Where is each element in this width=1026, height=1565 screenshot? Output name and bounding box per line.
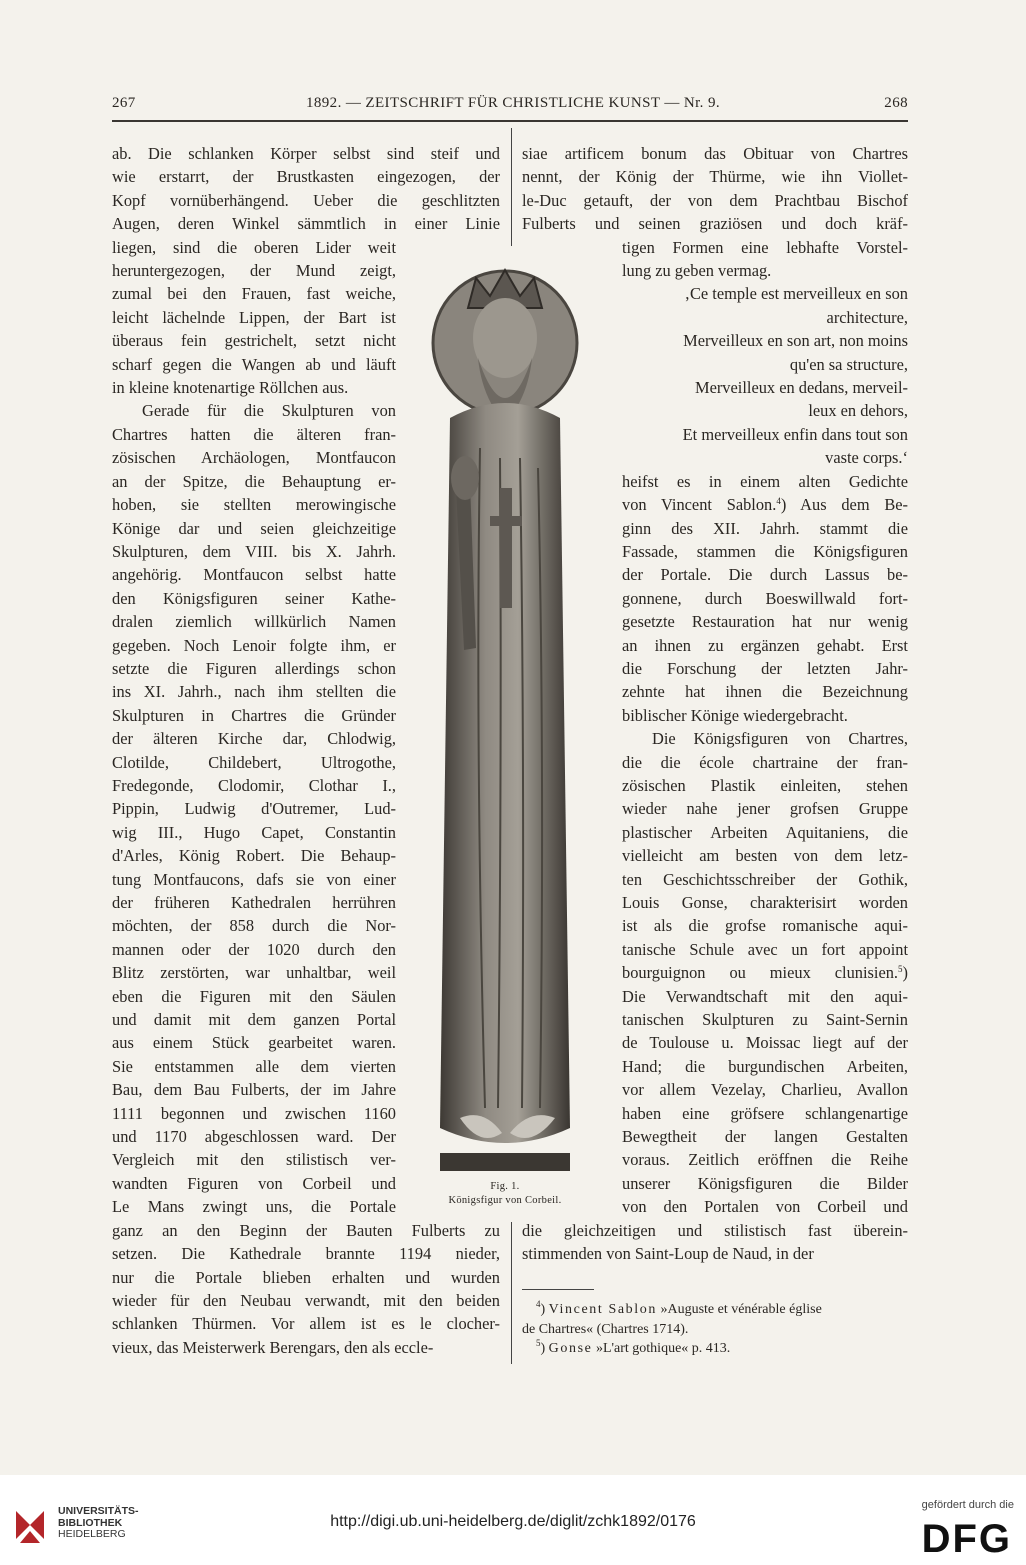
text-line: liegen, sind die oberen Lider weit: [112, 237, 396, 257]
text-line: mannen oder der 1020 durch den: [112, 939, 396, 959]
text-line: die Forschung der letzten Jahr-: [622, 658, 908, 678]
text-line: Bau, dem Bau Fulberts, der im Jahre: [112, 1080, 396, 1100]
text-line: Kopf vornüberhängend. Ueber die geschlitzten: [112, 190, 500, 210]
text-line: zösischen Plastik einleiten, stehen: [622, 775, 908, 795]
text-line: stimmenden von Saint-Loup de Naud, in der: [522, 1244, 814, 1264]
text-line: von Vincent Sablon.$^4$) Aus dem Be-: [622, 495, 908, 515]
text-line: nur die Portale blieben erhalten und wurden: [112, 1267, 500, 1287]
text-line: ist als die grofse romanische aqui-: [622, 916, 908, 936]
text-line: zumal bei den Frauen, fast weiche,: [112, 284, 396, 304]
text-line: unserer Königsfiguren die Bilder: [622, 1173, 908, 1193]
column-divider-lower: [511, 1222, 512, 1364]
poem-line: Merveilleux en dedans, merveil-: [695, 378, 908, 398]
poem-line: vaste corps.‘: [825, 448, 908, 468]
text-line: ganz an den Beginn der Bauten Fulberts zu: [112, 1220, 500, 1240]
text-line: gesetzte Restauration hat nur wenig: [622, 612, 908, 632]
text-line: bourguignon ou mieux clunisien.$^5$): [622, 963, 908, 983]
figure-label: Fig. 1.: [490, 1181, 520, 1192]
figure-statue-image: [410, 248, 600, 1178]
text-line: Clotilde, Childebert, Ultrogothe,: [112, 752, 396, 772]
text-line: hoben, sie stellten merowingische: [112, 495, 396, 515]
text-line: und 1170 abgeschlossen ward. Der: [112, 1127, 396, 1147]
text-line: le-Duc getauft, der von dem Prachtbau Bischof: [522, 190, 908, 210]
text-line: tanische Schule avec un fort appoint: [622, 939, 908, 959]
text-line: de Toulouse u. Moissac liegt auf der: [622, 1033, 908, 1053]
text-line: Gerade für die Skulpturen von: [142, 401, 396, 421]
text-line: Fassade, stammen die Königsfiguren: [622, 541, 908, 561]
footnote-rule: [522, 1289, 594, 1290]
footnotes: [522, 1300, 908, 1359]
text-line: Fulberts und seinen graziösen und doch kräf-: [522, 214, 908, 234]
text-line: Pippin, Ludwig d'Outremer, Lud-: [112, 799, 396, 819]
text-line: aus einem Stück gearbeitet waren.: [112, 1033, 396, 1053]
text-line: Könige dar und seien gleichzeitige: [112, 518, 396, 538]
text-line: eben die Figuren mit den Säulen: [112, 986, 396, 1006]
text-line: und damit mit dem ganzen Portal: [112, 1010, 396, 1030]
text-line: d'Arles, König Robert. Die Behaup-: [112, 846, 396, 866]
footnote-ref: 4: [776, 496, 781, 507]
footnote-4: $^4$) Vincent Sablon »Auguste et vénérable église: [536, 1299, 822, 1317]
text-line: 1111 begonnen und zwischen 1160: [112, 1103, 396, 1123]
text-line: tigen Formen eine lebhafte Vorstel-: [622, 237, 908, 257]
text-line: haben eine gröfsere schlangenartige: [622, 1103, 908, 1123]
text-line: Louis Gonse, charakterisirt worden: [622, 893, 908, 912]
text-line: Hand; die burgundischen Arbeiten,: [622, 1056, 908, 1076]
poem-line: qu'en sa structure,: [789, 354, 908, 374]
text-line: der früheren Kathedralen herrühren: [112, 893, 396, 912]
text-line: den Königsfiguren seiner Kathe-: [112, 588, 396, 608]
page-number-left: 267: [112, 95, 136, 111]
text-line: Blitz zerstörten, war unhaltbar, weil: [112, 963, 396, 983]
text-line: wig III., Hugo Capet, Constantin: [112, 822, 396, 842]
footnote-ref: 5: [898, 964, 903, 975]
text-line: die gleichzeitigen und stilistisch fast überein-: [522, 1220, 908, 1240]
text-line: Chartres hatten die älteren fran-: [112, 424, 396, 444]
text-line: wieder nahe jener grofsen Gruppe: [622, 799, 908, 819]
text-line: angehörig. Montfaucon selbst hatte: [112, 565, 396, 585]
text-line: an ihnen zu ergänzen gehabt. Erst: [622, 635, 908, 655]
text-line: heruntergezogen, der Mund zeigt,: [112, 261, 396, 281]
text-line: Die Verwandtschaft mit den aqui-: [622, 986, 908, 1006]
text-line: in kleine knotenartige Röllchen aus.: [112, 378, 349, 398]
text-line: setzen. Die Kathedrale brannte 1194 nieder,: [112, 1244, 500, 1264]
text-line: Skulpturen, dem VIII. bis X. Jahrh.: [112, 541, 396, 561]
text-line: dralen ziemlich willkürlich Namen: [112, 612, 396, 632]
text-line: tanischen Skulpturen zu Saint-Sernin: [622, 1010, 908, 1030]
text-line: gonnene, durch Boeswillwald fort-: [622, 588, 908, 608]
text-line: leicht lächelnde Lippen, der Bart ist: [112, 307, 396, 327]
text-line: an der Spitze, die Behauptung er-: [112, 471, 396, 491]
text-line: ten Geschichtsschreiber der Gothik,: [622, 869, 908, 889]
text-line: lung zu geben vermag.: [622, 261, 772, 281]
permalink[interactable]: http://digi.ub.uni-heidelberg.de/diglit/zchk1892/0176: [330, 1513, 696, 1530]
text-line: ginn des XII. Jahrh. stammt die: [622, 518, 908, 538]
text-line: biblischer Könige wiedergebracht.: [622, 705, 848, 725]
text-line: zehnte hat ihnen die Bezeichnung: [622, 682, 908, 702]
text-line: zösischen Archäologen, Montfaucon: [112, 448, 396, 468]
text-line: überaus fein gestrichelt, setzt nicht: [112, 331, 396, 351]
text-line: heifst es in einem alten Gedichte: [622, 471, 908, 491]
text-line: schlanken Thürmen. Vor allem ist es le clocher-: [112, 1314, 500, 1334]
footnote-5: $^5$) Gonse »L'art gothique« p. 413.: [536, 1338, 731, 1356]
running-title: 1892. — ZEITSCHRIFT FÜR CHRISTLICHE KUNST — Nr. 9.: [305, 95, 721, 111]
text-line: vielleicht am besten von dem letz-: [622, 846, 908, 866]
text-line: Vergleich mit den stilistisch ver-: [112, 1150, 396, 1170]
text-line: Augen, deren Winkel sämmtlich in einer Linie: [112, 214, 500, 234]
text-line: scharf gegen die Wangen ab und läuft: [112, 354, 396, 374]
text-line: setzte die Figuren allerdings schon: [112, 658, 396, 678]
text-line: von den Portalen von Corbeil und: [622, 1197, 908, 1217]
text-line: gegeben. Noch Lenoir folgte ihm, er: [112, 635, 396, 655]
text-line: die die école chartraine der fran-: [622, 752, 908, 772]
poem-line: ‚Ce temple est merveilleux en son: [684, 284, 908, 304]
text-line: wie erstarrt, der Brustkasten eingezogen, der: [112, 167, 500, 187]
text-line: möchten, der 858 durch die Nor-: [112, 916, 396, 936]
text-line: der älteren Kirche dar, Chlodwig,: [112, 729, 396, 749]
text-line: Die Königsfiguren von Chartres,: [652, 729, 908, 749]
library-name: UNIVERSITÄTS- BIBLIOTHEK HEIDELBERG: [58, 1505, 139, 1540]
text-line: Skulpturen in Chartres die Gründer: [112, 705, 396, 725]
poem-line: Merveilleux en son art, non moins: [683, 331, 908, 351]
figure-caption-text: Königsfigur von Corbeil.: [448, 1195, 562, 1206]
text-line: der Portale. Die durch Lassus be-: [622, 565, 908, 585]
text-line: nennt, der König der Thürme, wie ihn Viollet-: [522, 167, 908, 187]
poem-line: architecture,: [826, 307, 908, 327]
dfg-logo: DFG: [921, 1517, 1012, 1561]
text-line: ins XI. Jahrh., nach ihm stellten die: [112, 682, 396, 702]
poem-line: leux en dehors,: [808, 401, 908, 421]
figure-caption: [405, 1180, 605, 1208]
text-line: Bewegtheit der langen Gestalten: [622, 1127, 908, 1147]
text-line: voraus. Zeitlich eröffnen die Reihe: [622, 1150, 908, 1170]
text-line: wandten Figuren von Corbeil und: [112, 1173, 396, 1193]
footnote-4-line2: de Chartres« (Chartres 1714).: [522, 1321, 689, 1337]
sponsor-note: gefördert durch die: [921, 1499, 1014, 1511]
viewer-footer: [0, 1475, 1026, 1565]
text-line: vieux, das Meisterwerk Berengars, den als eccle-: [112, 1337, 434, 1357]
text-line: tung Montfaucons, dafs sie von einer: [112, 869, 396, 889]
column-divider: [511, 128, 512, 246]
text-line: ab. Die schlanken Körper selbst sind steif und: [112, 144, 500, 163]
poem-line: Et merveilleux enfin dans tout son: [682, 424, 908, 444]
text-line: Le Mans zwingt uns, die Portale: [112, 1197, 396, 1217]
text-line: siae artificem bonum das Obituar von Chartres: [522, 144, 908, 163]
text-line: vor allem Vezelay, Charlieu, Avallon: [622, 1080, 908, 1100]
text-line: Sie entstammen alle dem vierten: [112, 1056, 396, 1076]
header-rule: [112, 120, 908, 122]
text-line: Fredegonde, Clodomir, Clothar I.,: [112, 775, 396, 795]
page-number-right: 268: [884, 95, 908, 111]
text-line: plastischer Arbeiten Aquitaniens, die: [622, 822, 908, 842]
text-line: wieder für den Neubau verwandt, mit den beiden: [112, 1290, 500, 1310]
